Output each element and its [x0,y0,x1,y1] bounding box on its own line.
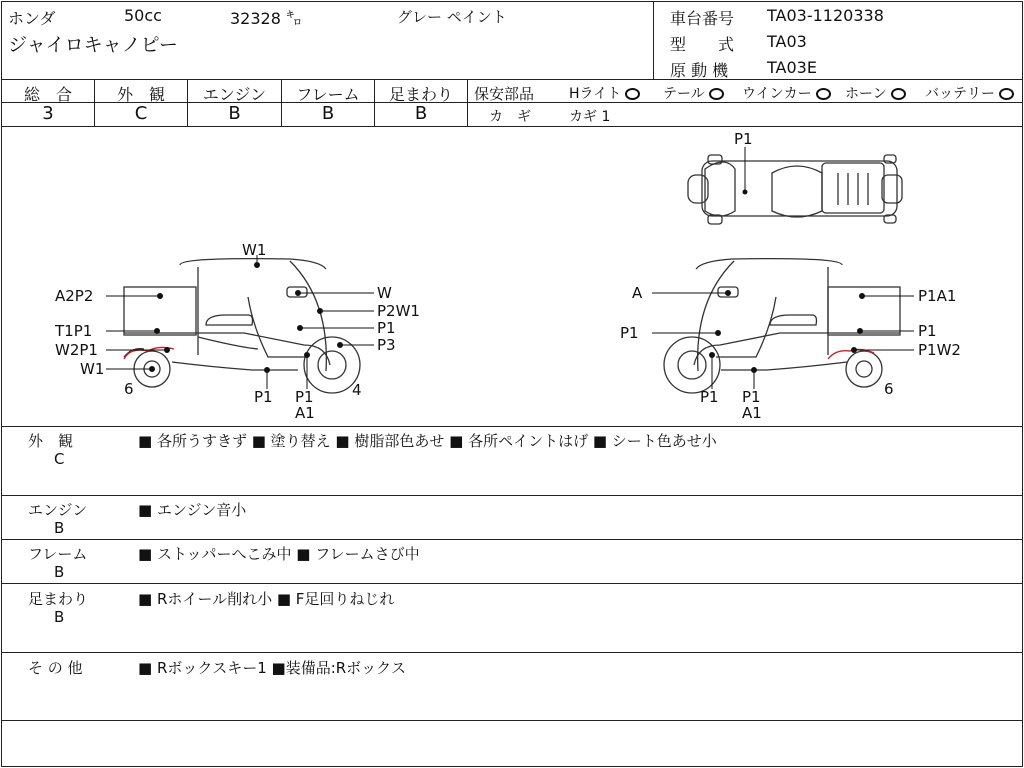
grade-suspension: B [414,103,428,124]
divider [2,426,1022,427]
engine-value: TA03E [767,58,817,77]
remark-text-suspension: ■ Rホイール削れ小 ■ F足回りねじれ [138,590,395,608]
grade-exterior: C [134,103,148,124]
mileage: 32328 ㌔ [230,9,302,28]
ok-circle-icon [816,88,831,100]
marker-label: T1P1 [55,322,93,340]
remark-text-engine: ■ エンジン音小 [138,501,247,519]
marker-label: W1 [80,360,105,378]
remark-grade-exterior: C [54,450,65,468]
grade-label-suspension: 足まわり [388,85,453,104]
ok-circle-icon [709,88,724,100]
marker-label: A [632,284,643,302]
ok-circle-icon [999,88,1014,100]
inspection-sheet [1,1,1023,767]
marker-label: P1 [918,322,937,340]
grade-label-engine: エンジン [202,85,267,104]
maker: ホンダ [8,9,56,28]
divider [2,583,1022,584]
marker-label: P1 [377,319,396,337]
grade-frame: B [321,103,335,124]
grade-label-overall: 総 合 [23,85,72,104]
marker-label: A1 [295,404,315,422]
chassis-number: TA03-1120338 [767,6,884,25]
remark-text-frame: ■ ストッパーへこみ中 ■ フレームさび中 [138,545,420,563]
divider [2,539,1022,540]
marker-label: 6 [124,380,134,398]
divider [2,495,1022,496]
marker-label: P3 [377,336,396,354]
safety-item-battery [925,83,1014,103]
winker-label: ウインカー [742,86,812,102]
grade-label-exterior: 外 観 [116,85,165,104]
safety-item-winker [742,83,831,103]
remark-text-other: ■ Rボックスキー1 ■装備品:Rボックス [138,659,407,677]
marker-label: W1 [242,241,267,259]
damage-diagram [2,127,1024,427]
remark-label-other: そ の 他 [28,659,83,677]
grade-overall: 3 [42,103,54,124]
headlight-label: Hライト [569,86,622,102]
remark-label-engine: エンジン [28,501,88,519]
divider [467,79,468,127]
model-name: ジャイロキャノピー [8,34,178,56]
key-value: カギ 1 [569,109,611,125]
marker-label: A1 [742,404,762,422]
top-view-label: P1 [734,130,753,148]
marker-label: W2P1 [55,341,98,359]
remark-grade-frame: B [54,563,65,581]
type-label: 型 式 [670,35,735,54]
grade-engine: B [228,103,241,124]
right-view-markers [652,291,914,390]
marker-label: P1 [620,324,639,342]
divider [2,652,1022,653]
tail-label: テール [663,86,705,102]
chassis-label: 車台番号 [670,9,735,28]
marker-label: 4 [352,381,362,399]
divider [2,79,1022,80]
color: グレー ペイント [397,8,507,26]
left-view-scooter [124,259,360,393]
marker-label: P1 [295,388,314,406]
remark-label-frame: フレーム [28,545,88,563]
marker-label: A2P2 [55,287,94,305]
engine-label: 原 動 機 [670,61,729,80]
top-view-scooter [688,155,902,224]
marker-label: P1 [700,388,719,406]
remark-label-exterior: 外 観 [28,432,74,450]
marker-label: P2W1 [377,302,420,320]
marker-label: P1 [742,388,761,406]
safety-item-horn [845,83,906,103]
divider [653,2,654,79]
battery-label: バッテリー [925,86,995,102]
marker-label: P1 [254,388,273,406]
key-label: カ ギ [489,109,531,125]
marker-label: 6 [884,380,894,398]
remark-grade-engine: B [54,519,65,537]
type-value: TA03 [767,32,807,51]
remark-text-exterior: ■ 各所うすきず ■ 塗り替え ■ 樹脂部色あせ ■ 各所ペイントはげ ■ シート色あせ小 [138,432,717,450]
horn-label: ホーン [845,86,887,102]
ok-circle-icon [625,88,640,100]
grade-label-frame: フレーム [296,85,360,104]
remark-grade-suspension: B [54,608,65,626]
marker-label: P1A1 [918,287,957,305]
divider [2,720,1022,721]
right-view-scooter [664,259,900,393]
safety-item-tail [663,83,724,103]
safety-item-headlight [569,83,640,103]
remark-label-suspension: 足まわり [28,590,89,608]
marker-label: P1W2 [918,341,961,359]
displacement: 50cc [124,6,162,25]
marker-label: W [377,284,392,302]
safety-title: 保安部品 [474,85,535,103]
ok-circle-icon [891,88,906,100]
